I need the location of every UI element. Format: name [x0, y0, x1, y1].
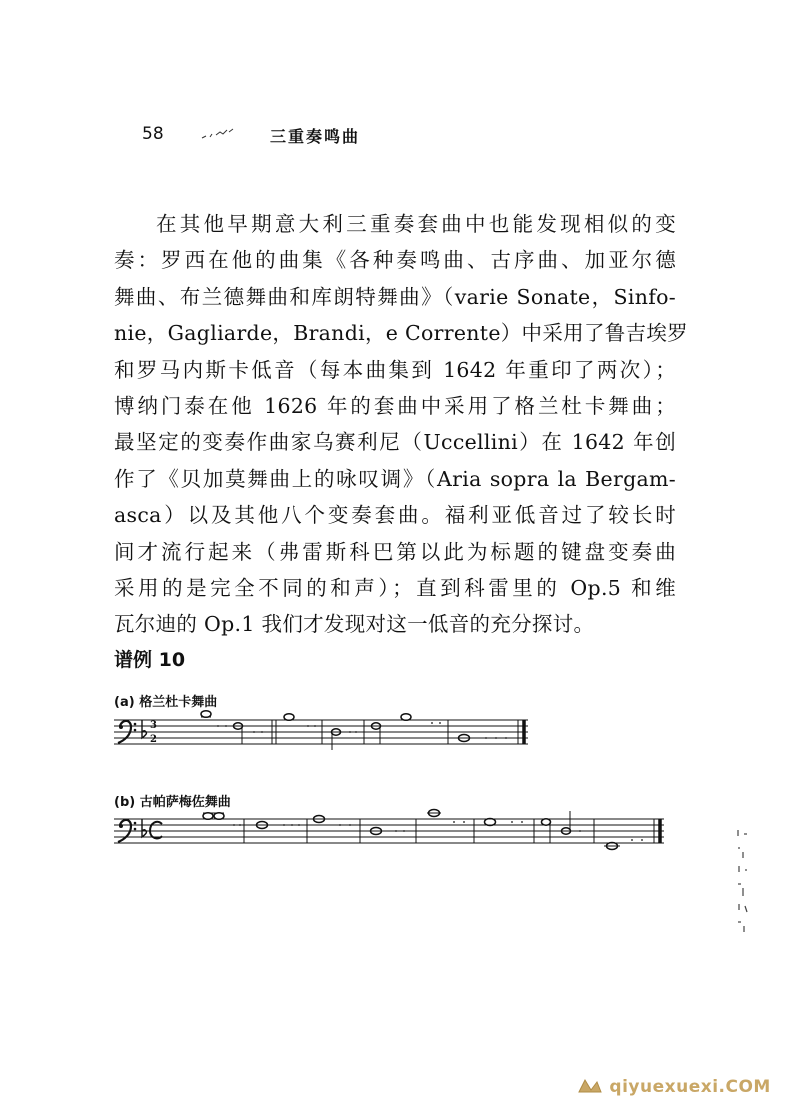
text-line: 瓦尔迪的 Op.1 我们才发现对这一低音的充分探讨。	[114, 612, 595, 637]
staff-example-a	[114, 706, 534, 756]
text-line: 最坚定的变奏作曲家乌赛利尼（Uccellini）在 1642 年创	[114, 430, 676, 455]
page-header	[142, 124, 542, 148]
staff-example-b	[114, 805, 669, 855]
flat-icon	[142, 720, 146, 738]
page-number: 58	[142, 124, 164, 144]
body-paragraph	[114, 206, 688, 643]
text-line: 博纳门泰在他 1626 年的套曲中采用了格兰杜卡舞曲；	[114, 393, 676, 418]
text-line: nie，Gagliarde，Brandi，e Corrente）中采用了鲁吉埃罗	[114, 321, 688, 346]
logo-icon	[575, 1076, 603, 1098]
text-line: 作了《贝加莫舞曲上的咏叹调》（Aria sopra la Bergam-	[114, 466, 676, 491]
example-heading: 谱例 10	[114, 649, 186, 671]
common-time-icon	[150, 822, 162, 839]
text-line: 舞曲、布兰德舞曲和库朗特舞曲》（varie Sonate，Sinfo-	[114, 284, 676, 309]
print-smudge	[200, 128, 236, 140]
text-line: 在其他早期意大利三重奏套曲中也能发现相似的变	[156, 212, 676, 236]
example-b-marker: (b)	[114, 795, 136, 810]
svg-text:3: 3	[150, 720, 157, 731]
text-line: 和罗马内斯卡低音（每本曲集到 1642 年重印了两次）；	[114, 357, 676, 382]
text-line: 奏：罗西在他的曲集《各种奏鸣曲、古序曲、加亚尔德	[114, 248, 676, 273]
watermark-text: qiyuexuexi.COM	[609, 1077, 771, 1097]
example-b-title: 古帕萨梅佐舞曲	[139, 795, 231, 810]
text-line: 间才流行起来（弗雷斯科巴第以此为标题的键盘变奏曲	[114, 539, 676, 564]
svg-text:2: 2	[150, 734, 157, 745]
scan-edge-marks	[735, 826, 751, 936]
running-title: 三重奏鸣曲	[270, 127, 361, 146]
example-a-marker: (a)	[114, 695, 135, 710]
text-line: 采用的是完全不同的和声）；直到科雷里的 Op.5 和维	[114, 575, 676, 600]
site-watermark	[575, 1076, 771, 1098]
text-line: asca）以及其他八个变奏套曲。福利亚低音过了较长时	[114, 503, 676, 528]
flat-icon	[142, 819, 146, 837]
example-a-title: 格兰杜卡舞曲	[139, 695, 218, 710]
